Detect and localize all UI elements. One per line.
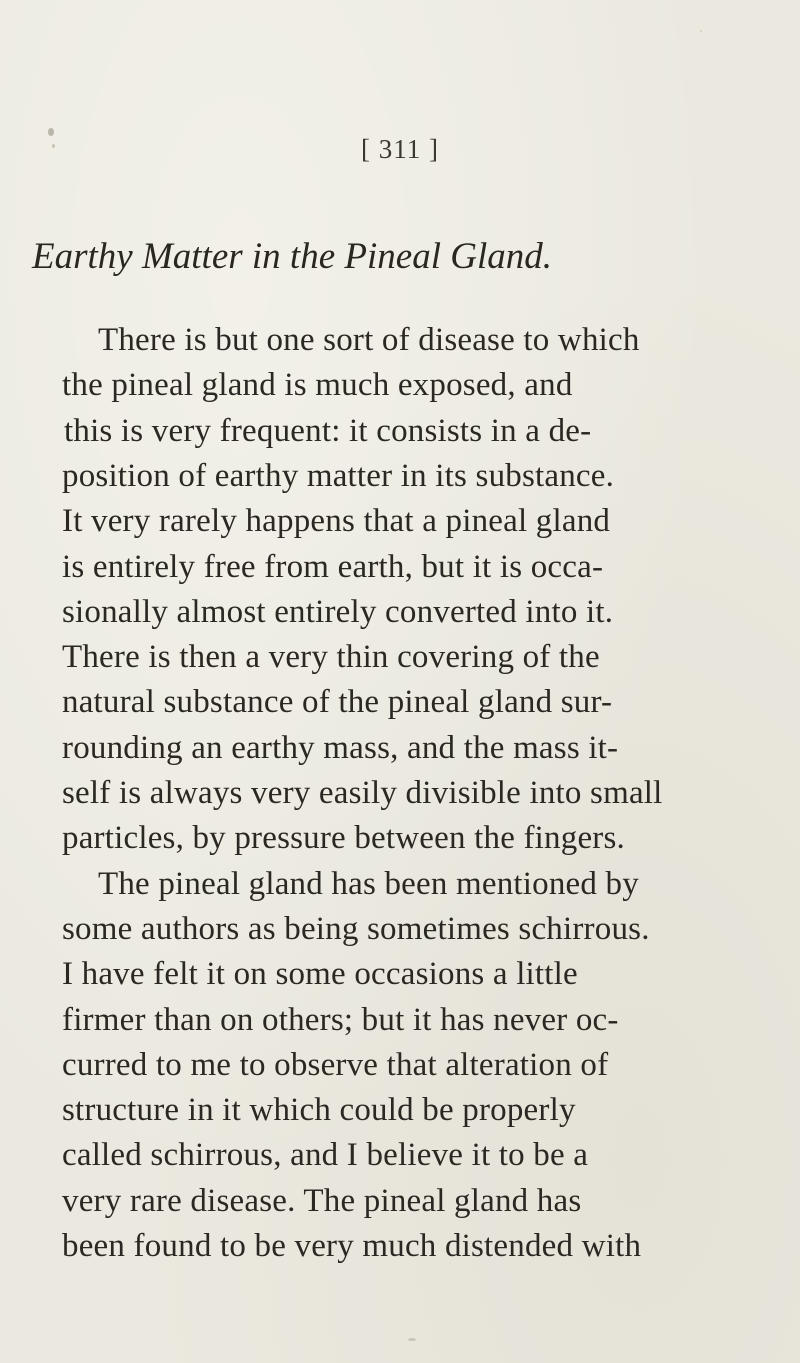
paper-speck <box>408 1338 416 1341</box>
text-line: particles, by pressure between the fingers. <box>62 820 625 857</box>
text-line: some authors as being sometimes schirrous. <box>62 910 650 947</box>
text-line: natural substance of the pineal gland sur- <box>62 684 613 721</box>
text-line: self is always very easily divisible into small <box>62 775 663 811</box>
text-line: firmer than on others; but it has never oc- <box>62 1001 619 1038</box>
text-line: position of earthy matter in its substance. <box>62 457 615 494</box>
text-line: structure in it which could be properly <box>62 1092 576 1129</box>
text-line: It very rarely happens that a pineal gland <box>62 503 611 540</box>
page-number: [ 311 ] <box>361 134 439 164</box>
paper-speck <box>700 30 702 32</box>
text-line: this is very frequent: it consists in a de- <box>64 412 592 449</box>
text-line: The pineal gland has been mentioned by <box>98 865 639 902</box>
text-line: rounding an earthy mass, and the mass it- <box>62 729 619 766</box>
text-line: very rare disease. The pineal gland has <box>62 1182 582 1219</box>
text-line: been found to be very much distended with <box>62 1228 642 1264</box>
section-heading: Earthy Matter in the Pineal Gland. <box>32 236 552 277</box>
text-line: is entirely free from earth, but it is occa- <box>62 548 604 585</box>
text-line: There is then a very thin covering of the <box>62 639 600 676</box>
text-line: I have felt it on some occasions a little <box>62 956 578 993</box>
text-line: curred to me to observe that alteration of <box>62 1046 609 1083</box>
text-line: sionally almost entirely converted into it. <box>62 593 614 630</box>
text-line: There is but one sort of disease to which <box>98 322 640 358</box>
text-line: called schirrous, and I believe it to be a <box>62 1137 589 1174</box>
text-line: the pineal gland is much exposed, and <box>62 367 573 404</box>
